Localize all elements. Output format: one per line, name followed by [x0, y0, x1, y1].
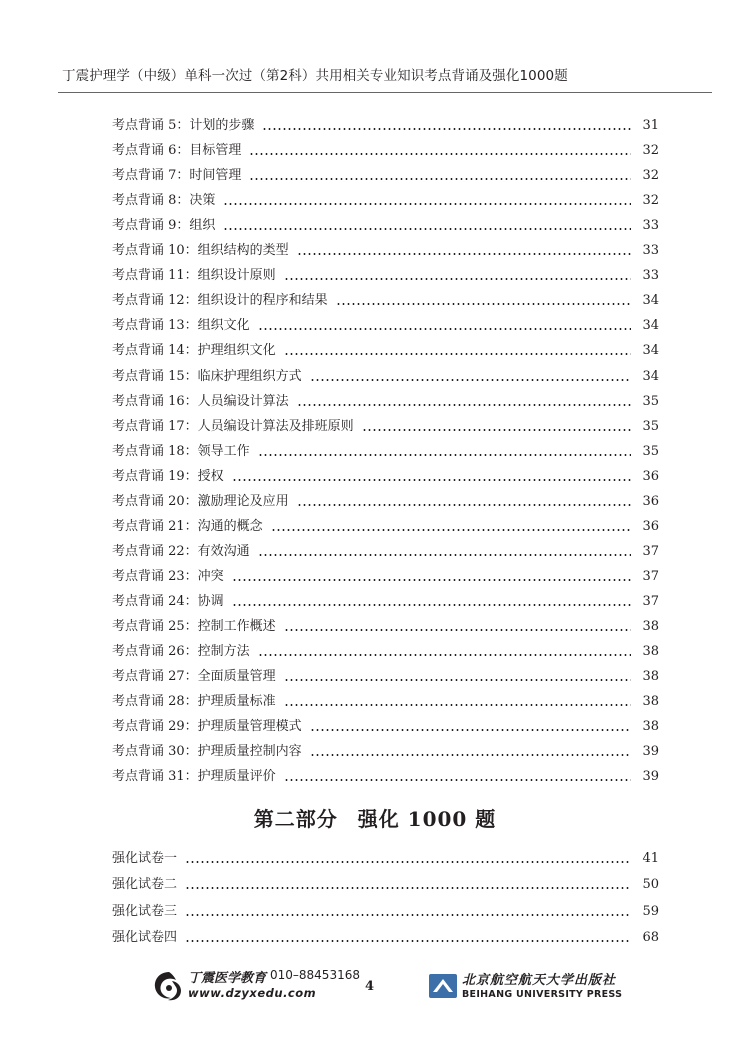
dot-leader	[297, 253, 631, 255]
dot-leader	[310, 729, 631, 731]
toc-entry	[112, 739, 659, 764]
running-header: 丁震护理学（中级）单科一次过（第2科）共用相关专业知识考点背诵及强化1000题	[62, 68, 568, 84]
toc-entry-page: 34	[642, 293, 659, 309]
toc-entry-title: 强化试卷三	[112, 903, 178, 919]
dot-leader	[185, 861, 631, 863]
toc-entry	[112, 338, 659, 363]
dot-leader	[258, 328, 631, 330]
toc-entry-page: 38	[642, 644, 659, 660]
toc-entry-title: 考点背诵 18：领导工作	[112, 443, 250, 459]
dot-leader	[310, 379, 631, 381]
toc-entry-title: 考点背诵 10：组织结构的类型	[112, 243, 289, 259]
toc-entry	[112, 564, 659, 589]
toc-entry-title: 考点背诵 19：授权	[112, 468, 224, 484]
toc-entry-title: 强化试卷一	[112, 851, 178, 867]
toc-entry	[112, 639, 659, 664]
toc-entry-title: 考点背诵 7：时间管理	[112, 168, 242, 184]
toc-entry	[112, 188, 659, 213]
toc-entry	[112, 439, 659, 464]
toc-entry-title: 考点背诵 9：组织	[112, 218, 216, 234]
toc-entry-title: 考点背诵 15：临床护理组织方式	[112, 368, 302, 384]
toc-entry-page: 39	[642, 744, 659, 760]
part-label: 第二部分	[253, 807, 338, 831]
toc-entry	[112, 539, 659, 564]
toc-entry-title: 考点背诵 6：目标管理	[112, 143, 242, 159]
dot-leader	[297, 504, 631, 506]
toc-entry-page: 38	[642, 719, 659, 735]
toc-entry-page: 38	[642, 669, 659, 685]
toc-entry-page: 35	[642, 418, 659, 434]
toc-entry	[112, 213, 659, 238]
brand-website: www.dzyxedu.com	[188, 986, 317, 1000]
dot-leader	[249, 153, 631, 155]
dot-leader	[185, 887, 631, 889]
toc-entry-page: 33	[642, 218, 659, 234]
part-title	[0, 803, 750, 832]
toc-entry-title: 考点背诵 14：护理组织文化	[112, 343, 276, 359]
dot-leader	[185, 940, 631, 942]
toc-entry	[112, 263, 659, 288]
toc-entry	[112, 138, 659, 163]
dot-leader	[284, 278, 631, 280]
toc-entry-page: 32	[642, 143, 659, 159]
press-logo	[428, 967, 628, 1005]
toc-entry-title: 强化试卷二	[112, 877, 178, 893]
dot-leader	[249, 178, 631, 180]
press-name-en: BEIHANG UNIVERSITY PRESS	[462, 989, 623, 1000]
toc-entry	[112, 664, 659, 689]
toc-entry	[112, 897, 659, 923]
toc-entry-title: 考点背诵 24：协调	[112, 593, 224, 609]
toc-entry-title: 考点背诵 26：控制方法	[112, 644, 250, 660]
dot-leader	[232, 479, 631, 481]
toc-entry-page: 36	[642, 518, 659, 534]
toc-entry	[112, 614, 659, 639]
toc-entry	[112, 389, 659, 414]
toc-entry	[112, 163, 659, 188]
toc-entry-title: 考点背诵 23：冲突	[112, 568, 224, 584]
dot-leader	[258, 654, 631, 656]
toc-entry	[112, 113, 659, 138]
toc-entry-page: 50	[642, 877, 659, 893]
toc-entry	[112, 363, 659, 388]
toc-entry-page: 38	[642, 694, 659, 710]
toc-entry-title: 考点背诵 11：组织设计原则	[112, 268, 276, 284]
brand-swirl-icon	[152, 969, 186, 1003]
dot-leader	[262, 128, 631, 130]
dot-leader	[258, 454, 631, 456]
toc-entry-title: 考点背诵 30：护理质量控制内容	[112, 744, 302, 760]
dot-leader	[232, 579, 631, 581]
toc-entry-title: 考点背诵 31：护理质量评价	[112, 769, 276, 785]
toc-entry-page: 68	[642, 929, 659, 945]
press-emblem-icon	[428, 973, 458, 999]
dot-leader	[362, 429, 631, 431]
toc-entry-page: 34	[642, 318, 659, 334]
dot-leader	[232, 604, 631, 606]
toc-entry-page: 33	[642, 243, 659, 259]
toc-entry-page: 37	[642, 593, 659, 609]
toc-entry-title: 考点背诵 12：组织设计的程序和结果	[112, 293, 328, 309]
toc-entry-page: 33	[642, 268, 659, 284]
toc-entry	[112, 714, 659, 739]
toc-entry-page: 36	[642, 493, 659, 509]
dot-leader	[185, 914, 631, 916]
toc-section-1	[112, 113, 659, 789]
toc-entry	[112, 871, 659, 897]
toc-entry-title: 考点背诵 13：组织文化	[112, 318, 250, 334]
toc-entry	[112, 288, 659, 313]
toc-entry	[112, 589, 659, 614]
dot-leader	[258, 554, 631, 556]
toc-entry-page: 59	[642, 903, 659, 919]
part-name: 强化 1000 题	[357, 807, 497, 831]
dot-leader	[284, 353, 631, 355]
toc-entry-page: 37	[642, 568, 659, 584]
toc-entry-page: 34	[642, 368, 659, 384]
brand-phone: 010–88453168	[270, 968, 360, 982]
toc-entry-page: 35	[642, 393, 659, 409]
toc-entry	[112, 924, 659, 950]
press-name-cn: 北京航空航天大学出版社	[462, 973, 617, 988]
page-number: 4	[365, 979, 375, 994]
dot-leader	[284, 779, 631, 781]
toc-entry-page: 39	[642, 769, 659, 785]
toc-entry-title: 考点背诵 20：激励理论及应用	[112, 493, 289, 509]
toc-entry-page: 35	[642, 443, 659, 459]
toc-entry	[112, 313, 659, 338]
toc-entry-title: 考点背诵 25：控制工作概述	[112, 618, 276, 634]
toc-entry-title: 考点背诵 21：沟通的概念	[112, 518, 263, 534]
toc-entry-title: 考点背诵 29：护理质量管理模式	[112, 719, 302, 735]
dot-leader	[297, 404, 631, 406]
toc-entry	[112, 845, 659, 871]
dot-leader	[223, 228, 631, 230]
toc-entry-page: 34	[642, 343, 659, 359]
dot-leader	[271, 529, 631, 531]
toc-entry-page: 32	[642, 193, 659, 209]
toc-entry-title: 考点背诵 17：人员编设计算法及排班原则	[112, 418, 354, 434]
toc-entry-page: 36	[642, 468, 659, 484]
toc-entry-title: 考点背诵 27：全面质量管理	[112, 669, 276, 685]
dot-leader	[336, 303, 631, 305]
toc-entry-page: 38	[642, 618, 659, 634]
dot-leader	[310, 754, 631, 756]
brand-name: 丁震医学教育	[188, 971, 267, 986]
toc-entry-page: 32	[642, 168, 659, 184]
toc-entry	[112, 764, 659, 789]
toc-section-2	[112, 845, 659, 950]
toc-entry-title: 强化试卷四	[112, 929, 178, 945]
page-footer	[0, 967, 750, 1007]
header-rule	[58, 92, 712, 93]
dot-leader	[223, 203, 631, 205]
toc-entry-page: 41	[642, 851, 659, 867]
toc-entry-title: 考点背诵 5：计划的步骤	[112, 118, 255, 134]
toc-entry-title: 考点背诵 16：人员编设计算法	[112, 393, 289, 409]
dot-leader	[284, 704, 631, 706]
toc-entry	[112, 489, 659, 514]
toc-entry-title: 考点背诵 22：有效沟通	[112, 543, 250, 559]
toc-entry-title: 考点背诵 28：护理质量标准	[112, 694, 276, 710]
dot-leader	[284, 679, 631, 681]
toc-entry-page: 37	[642, 543, 659, 559]
toc-entry	[112, 238, 659, 263]
toc-entry	[112, 514, 659, 539]
toc-entry-title: 考点背诵 8：决策	[112, 193, 216, 209]
toc-entry	[112, 464, 659, 489]
toc-entry	[112, 414, 659, 439]
publisher-logo	[152, 967, 360, 1005]
toc-entry-page: 31	[642, 118, 659, 134]
toc-entry	[112, 689, 659, 714]
dot-leader	[284, 629, 631, 631]
